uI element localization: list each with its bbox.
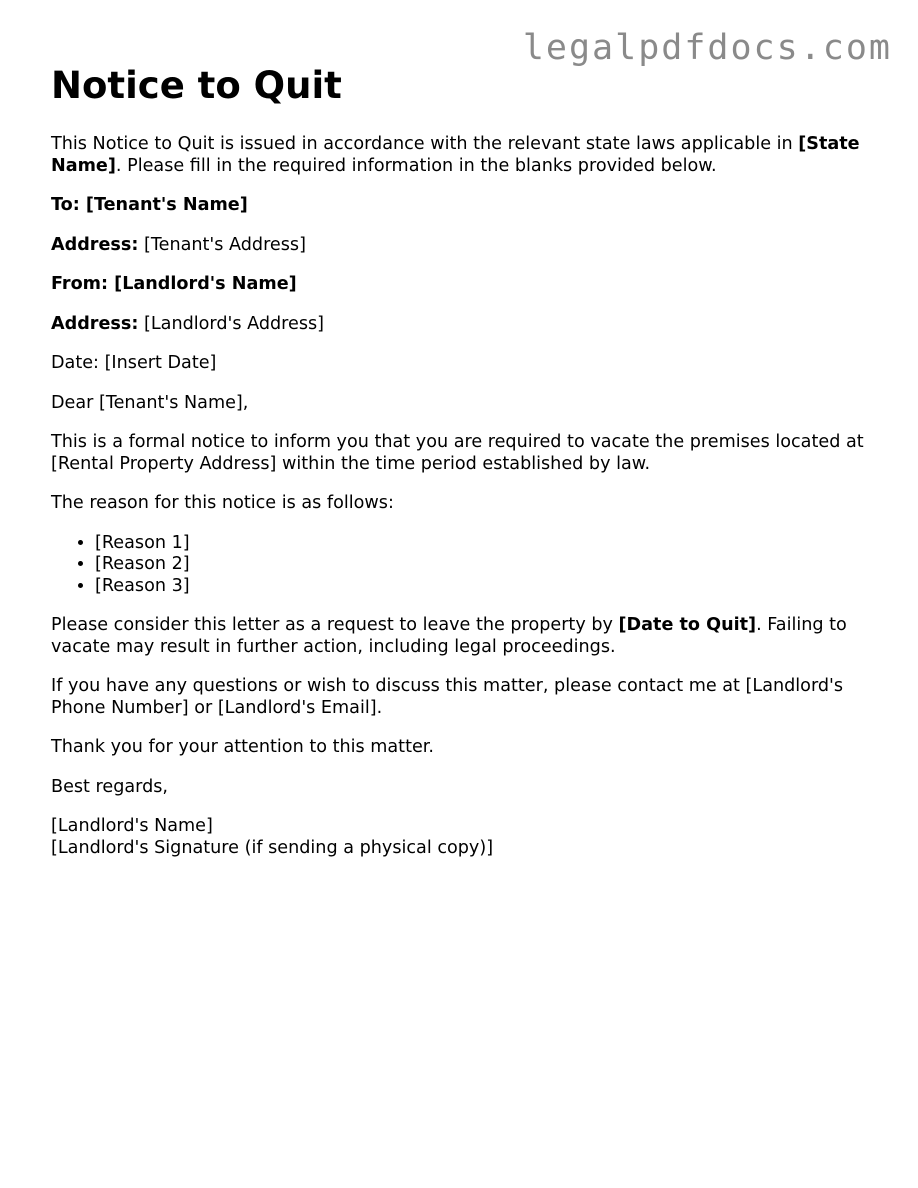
landlord-address-line bbox=[51, 314, 881, 336]
to-label: To: bbox=[51, 195, 86, 215]
contact-paragraph: If you have any questions or wish to discuss this matter, please contact me at [Landlord's Phone Number] or [Landlord's Email]. bbox=[51, 676, 844, 718]
reason-item: • [Reason 2] bbox=[95, 554, 881, 576]
landlord-name-signature: [Landlord's Name] bbox=[51, 816, 213, 836]
reason-list bbox=[51, 533, 881, 598]
watermark: legalpdfdocs.com bbox=[522, 28, 892, 68]
landlord-name-placeholder: [Landlord's Name] bbox=[114, 274, 297, 294]
request-text-1: Please consider this letter as a request to leave the property by bbox=[51, 615, 619, 635]
thanks-line: Thank you for your attention to this matter. bbox=[51, 737, 435, 757]
landlord-signature-line: [Landlord's Signature (if sending a physical copy)] bbox=[51, 837, 494, 858]
from-line bbox=[51, 274, 881, 296]
page-title: Notice to Quit bbox=[51, 64, 342, 107]
tenant-address-label: Address: bbox=[51, 234, 139, 255]
state-name-placeholder: [State Name] bbox=[51, 134, 860, 176]
reason-item: • [Reason 3] bbox=[95, 576, 881, 598]
tenant-name-placeholder: [Tenant's Name] bbox=[85, 195, 248, 215]
reason-item: • [Reason 1] bbox=[95, 533, 881, 555]
tenant-address-value: [Tenant's Address] bbox=[138, 234, 306, 255]
notice-paragraph: This is a formal notice to inform you that you are required to vacate the premises located at [Rental Property Address] within the time period established by law. bbox=[51, 432, 864, 474]
intro-text-2: . Please fill in the required information in the blanks provided below. bbox=[115, 155, 717, 176]
closing-line: Best regards, bbox=[51, 776, 169, 797]
request-paragraph bbox=[51, 615, 881, 658]
intro-paragraph bbox=[51, 134, 881, 177]
to-line bbox=[51, 195, 881, 217]
signature-block bbox=[51, 816, 881, 859]
landlord-address-value: [Landlord's Address] bbox=[138, 313, 325, 334]
landlord-address-label: Address: bbox=[51, 313, 139, 334]
from-label: From: bbox=[51, 274, 115, 294]
date-to-quit-placeholder: [Date to Quit] bbox=[618, 615, 757, 635]
request-text-2: . Failing to vacate may result in further action, including legal proceedings. bbox=[51, 615, 847, 657]
salutation: Dear [Tenant's Name], bbox=[51, 392, 249, 413]
reason-intro: The reason for this notice is as follows: bbox=[51, 493, 394, 513]
intro-text-1: This Notice to Quit is issued in accordance with the relevant state laws applicable in bbox=[51, 134, 799, 154]
tenant-address-line bbox=[51, 235, 881, 257]
document-page bbox=[51, 62, 881, 877]
date-line: Date: [Insert Date] bbox=[51, 353, 217, 373]
